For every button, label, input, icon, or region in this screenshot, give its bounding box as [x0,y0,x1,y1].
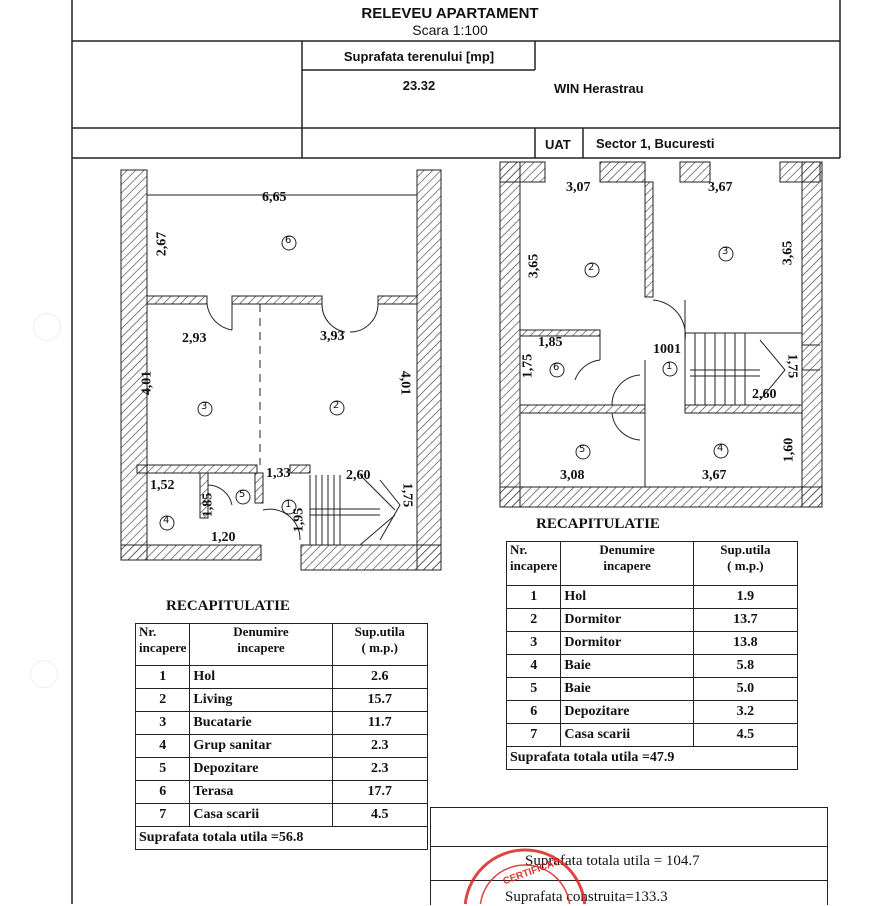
table-row: 5 Depozitare 2.3 [136,758,428,781]
col-area-header: Sup.utila ( m.p.) [693,542,797,586]
dim-label: 4,01 [397,370,413,396]
dim-label: 1,52 [150,478,175,493]
land-area-label: Suprafata terenului [mp] [343,49,495,64]
land-area-value: 23.32 [402,78,436,93]
left-recap-heading: RECAPITULATIE [166,598,290,614]
left-floor-plan [121,170,441,570]
right-recap-heading: RECAPITULATIE [536,516,660,532]
room-number: 4 [717,443,724,454]
dim-label: 1,95 [291,507,307,533]
dim-label: 1,75 [399,482,415,508]
col-area-header: Sup.utila ( m.p.) [332,624,427,666]
room-number: 4 [163,515,170,526]
dim-label: 1,20 [211,530,236,545]
punch-hole [30,660,58,688]
dim-label: 1001 [653,342,681,357]
total-usable-area: Suprafata totala utila = 104.7 [525,853,700,869]
punch-hole [33,313,61,341]
table-row: 2 Dormitor 13.7 [507,609,798,632]
table-row: 1 Hol 2.6 [136,666,428,689]
left-recap-table [135,623,428,850]
room-number: 3 [722,246,729,257]
dim-label: 2,60 [346,468,371,483]
dim-label: 6,65 [262,190,287,205]
dim-label: 3,65 [780,240,796,266]
room-number: 5 [579,444,586,455]
room-number: 3 [201,401,208,412]
plan-title: RELEVEU APARTAMENT [361,5,539,22]
dim-label: 2,67 [154,231,170,257]
col-nr-header: Nr. incapere [507,542,561,586]
table-row: 1 Hol 1.9 [507,586,798,609]
table-row: 7 Casa scarii 4.5 [507,724,798,747]
dim-label: 2,60 [752,387,777,402]
svg-text:CERTIFICAT: CERTIFICAT [501,856,561,888]
table-row: 2 Living 15.7 [136,689,428,712]
table-row: 4 Grup sanitar 2.3 [136,735,428,758]
plan-scale: Scara 1:100 [412,22,488,38]
room-number: 1 [666,361,673,372]
dim-label: 3,67 [702,468,727,483]
col-nr-header: Nr. incapere [136,624,190,666]
room-number: 6 [285,235,292,246]
dim-label: 3,08 [560,468,585,483]
room-number: 2 [333,400,340,411]
table-row: 4 Baie 5.8 [507,655,798,678]
room-number: 2 [588,262,595,273]
dim-label: 1,75 [784,353,800,379]
table-row: 7 Casa scarii 4.5 [136,804,428,827]
right-recap-table [506,541,798,770]
table-row: 6 Depozitare 3.2 [507,701,798,724]
col-name-header: Denumire incapere [561,542,693,586]
certification-stamp-seal [455,835,595,904]
dim-label: 2,93 [182,331,207,346]
table-total-row: Suprafata totala utila =56.8 [136,827,428,850]
table-row: 6 Terasa 17.7 [136,781,428,804]
table-row: 5 Baie 5.0 [507,678,798,701]
room-number: 1 [285,499,292,510]
dim-label: 3,07 [566,180,591,195]
dim-label: 1,33 [266,466,291,481]
room-number: 5 [239,489,246,500]
dim-label: 1,85 [538,335,563,350]
dim-label: 3,67 [708,180,733,195]
dim-label: 3,65 [526,253,542,279]
dim-label: 4,01 [139,370,155,396]
project-name: WIN Herastrau [554,81,644,96]
uat-label: UAT [545,137,571,152]
col-name-header: Denumire incapere [190,624,332,666]
table-row: 3 Dormitor 13.8 [507,632,798,655]
table-row: 3 Bucatarie 11.7 [136,712,428,735]
dim-label: 1,85 [200,492,216,518]
dim-label: 3,93 [320,329,345,344]
table-total-row: Suprafata totala utila =47.9 [507,747,798,770]
dim-label: 1,75 [520,353,536,379]
uat-value: Sector 1, Bucuresti [596,136,715,151]
room-number: 6 [553,362,560,373]
dim-label: 1,60 [781,437,797,463]
total-built-area: Suprafata construita=133.3 [505,889,668,905]
